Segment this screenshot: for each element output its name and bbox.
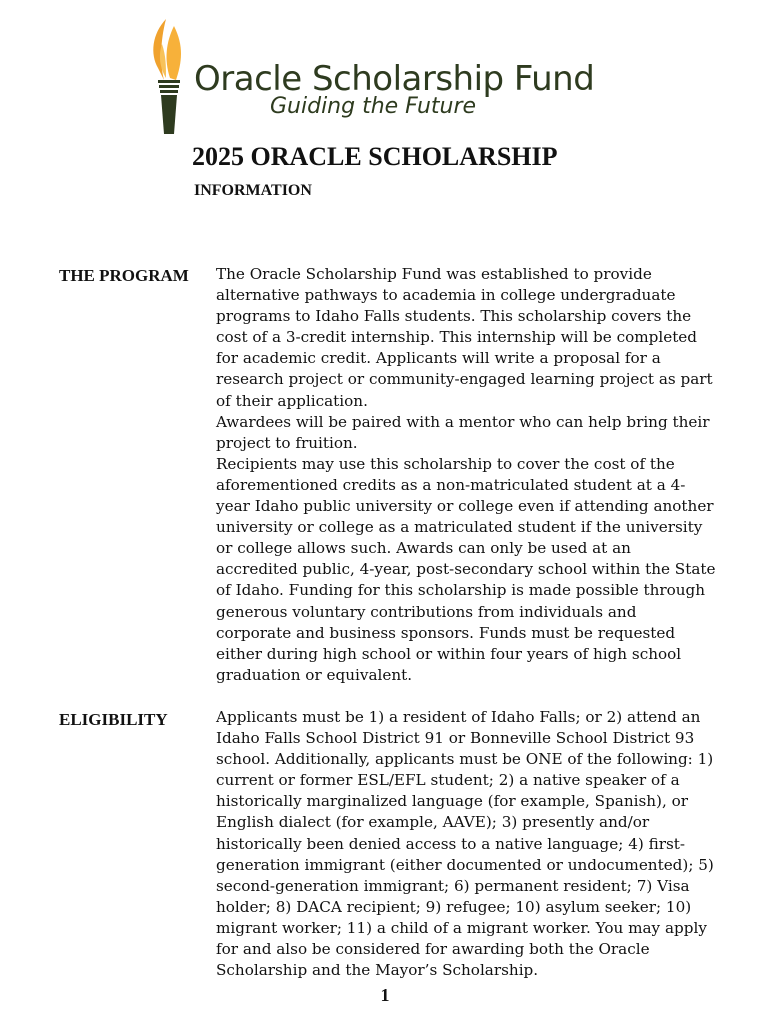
org-tagline: Guiding the Future <box>270 94 477 119</box>
document-subtitle: INFORMATION <box>194 182 312 199</box>
torch-icon <box>148 16 188 136</box>
eligibility-body <box>216 707 716 981</box>
document-title: 2025 ORACLE SCHOLARSHIP <box>192 142 558 171</box>
eligibility-paragraph: Applicants must be 1) a resident of Idaho Falls; or 2) attend an Idaho Falls School District 91 or Bonneville School District 93 school. Additionally, applicants must be ONE of the following: 1) current or former ESL/EFL student; 2) a native speaker of a historically marginalized language (for example, Spanish), or English dialect (for example, AAVE); 3) presently and/or historically been denied access to a native language; 4) first-generation immigrant (either documented or undocumented); 5) second-generation immigrant; 6) permanent resident; 7) Visa holder; 8) DACA recipient; 9) refugee; 10) asylum seeker; 10) migrant worker; 11) a child of a migrant worker. You may apply for and also be considered for awarding both the Oracle Scholarship and the Mayor’s Scholarship. <box>216 708 714 980</box>
org-name: Oracle Scholarship Fund <box>194 59 595 99</box>
page-number: 1 <box>380 985 390 1005</box>
program-paragraph: The Oracle Scholarship Fund was established to provide alternative pathways to academia in college undergraduate programs to Idaho Falls students. This scholarship covers the cost of a 3-credit internship. This internship will be completed for academic credit. Applicants will write a proposal for a research project or community-engaged learning project as part of their application. <box>216 265 713 410</box>
org-logo <box>148 16 628 136</box>
program-body <box>216 264 716 686</box>
eligibility-heading: ELIGIBILITY <box>59 710 168 729</box>
program-heading: THE PROGRAM <box>59 266 189 285</box>
program-paragraph: Recipients may use this scholarship to cover the cost of the aforementioned credits as a non-matriculated student at a 4-year Idaho public university or college even if attending another university or college as a matriculated student if the university or college allows such. Awards can only be used at an accredited public, 4-year, post-secondary school within the State of Idaho. Funding for this scholarship is made possible through generous voluntary contributions from individuals and corporate and business sponsors. Funds must be requested either during high school or within four years of high school graduation or equivalent. <box>216 454 716 684</box>
program-paragraph: Awardees will be paired with a mentor who can help bring their project to fruition. <box>216 412 710 452</box>
